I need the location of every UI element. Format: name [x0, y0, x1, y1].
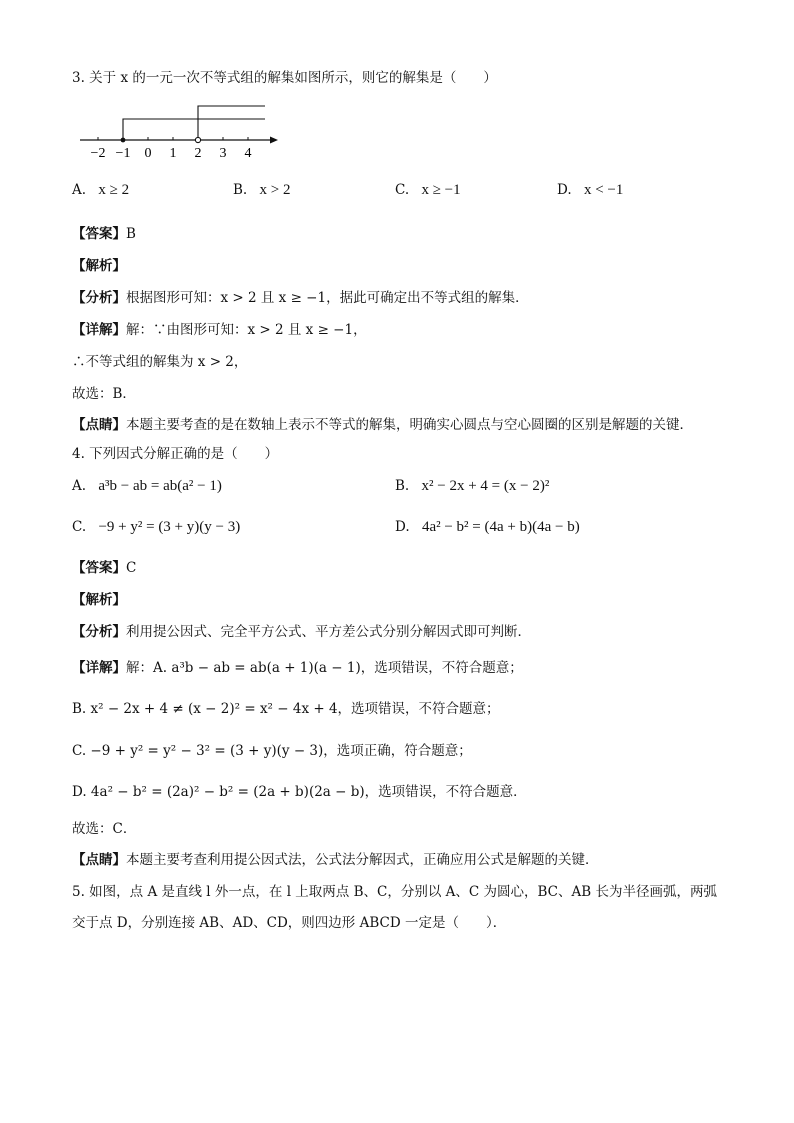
q3-dianjing: 【点睛】本题主要考查的是在数轴上表示不等式的解集，明确实心圆点与空心圆圈的区别是解题的关键． — [72, 417, 693, 433]
q3-analysis-heading: 【解析】 — [72, 258, 126, 274]
q4-dianjing: 【点睛】本题主要考查利用提公因式法，公式法分解因式，正确应用公式是解题的关键． — [72, 852, 599, 868]
q4-xiangjie-b: B. x² − 2x + 4 ≠ (x − 2)² = x² − 4x + 4，选项错误，不符合题意； — [72, 701, 500, 717]
q3-fenxi: 【分析】根据图形可知：x > 2 且 x ≥ −1，据此可确定出不等式组的解集． — [72, 290, 529, 306]
q4-xiangjie-a: 【详解】解：A. a³b − ab = ab(a + 1)(a − 1)，选项错误，不符合题意； — [72, 660, 523, 676]
tick-label: 3 — [219, 146, 227, 160]
q5-stem-line1: 5. 如图，点 A 是直线 l 外一点，在 l 上取两点 B、C，分别以 A、C 为圆心，BC、AB 长为半径画弧，两弧 — [72, 884, 717, 900]
tick-label: −1 — [115, 146, 131, 160]
q4-option-b: B. x² − 2x + 4 = (x − 2)² — [395, 478, 550, 494]
ray-x-gt-2 — [198, 106, 265, 138]
q4-fenxi: 【分析】利用提公因式、完全平方公式、平方差公式分别分解因式即可判断． — [72, 624, 531, 640]
q3-option-d: D. x < −1 — [557, 182, 624, 198]
q4-stem: 4. 下列因式分解正确的是（ ） — [72, 446, 279, 462]
tick-label: −2 — [90, 146, 106, 160]
solid-dot-neg1 — [121, 138, 126, 143]
q4-xiangjie-d: D. 4a² − b² = (2a)² − b² = (2a + b)(2a − b)，选项错误，不符合题意． — [72, 784, 527, 800]
q4-option-d: D. 4a² − b² = (4a + b)(4a − b) — [395, 519, 580, 535]
hollow-dot-2 — [195, 137, 200, 142]
number-line-figure — [75, 100, 305, 160]
q3-answer: 【答案】B — [72, 226, 136, 242]
q5-stem-line2: 交于点 D，分别连接 AB、AD、CD，则四边形 ABCD 一定是（ ）． — [72, 915, 507, 931]
q4-xiangjie-c: C. −9 + y² = y² − 3² = (3 + y)(y − 3)，选项正确，符合题意； — [72, 743, 472, 759]
q4-option-c: C. −9 + y² = (3 + y)(y − 3) — [72, 519, 241, 535]
tick-label: 4 — [244, 146, 252, 160]
tick-label: 1 — [169, 146, 177, 160]
q4-answer: 【答案】C — [72, 560, 137, 576]
q3-xiangjie: 【详解】解：∵由图形可知：x > 2 且 x ≥ −1， — [72, 322, 367, 338]
q3-stem: 3. 关于 x 的一元一次不等式组的解集如图所示，则它的解集是（ ） — [72, 70, 497, 86]
tick-label: 2 — [194, 146, 202, 160]
q3-option-a: A. x ≥ 2 — [72, 182, 130, 198]
q4-analysis-heading: 【解析】 — [72, 592, 126, 608]
tick-label: 0 — [144, 146, 152, 160]
q3-choose: 故选：B． — [72, 386, 136, 402]
q3-option-b: B. x > 2 — [233, 182, 291, 198]
ray-x-ge-neg1 — [123, 119, 265, 140]
q3-therefore: ∴不等式组的解集为 x > 2， — [72, 354, 248, 370]
q3-option-c: C. x ≥ −1 — [395, 182, 461, 198]
axis-arrow-icon — [270, 137, 278, 144]
q4-option-a: A. a³b − ab = ab(a² − 1) — [72, 478, 222, 494]
q4-choose: 故选：C． — [72, 821, 137, 837]
